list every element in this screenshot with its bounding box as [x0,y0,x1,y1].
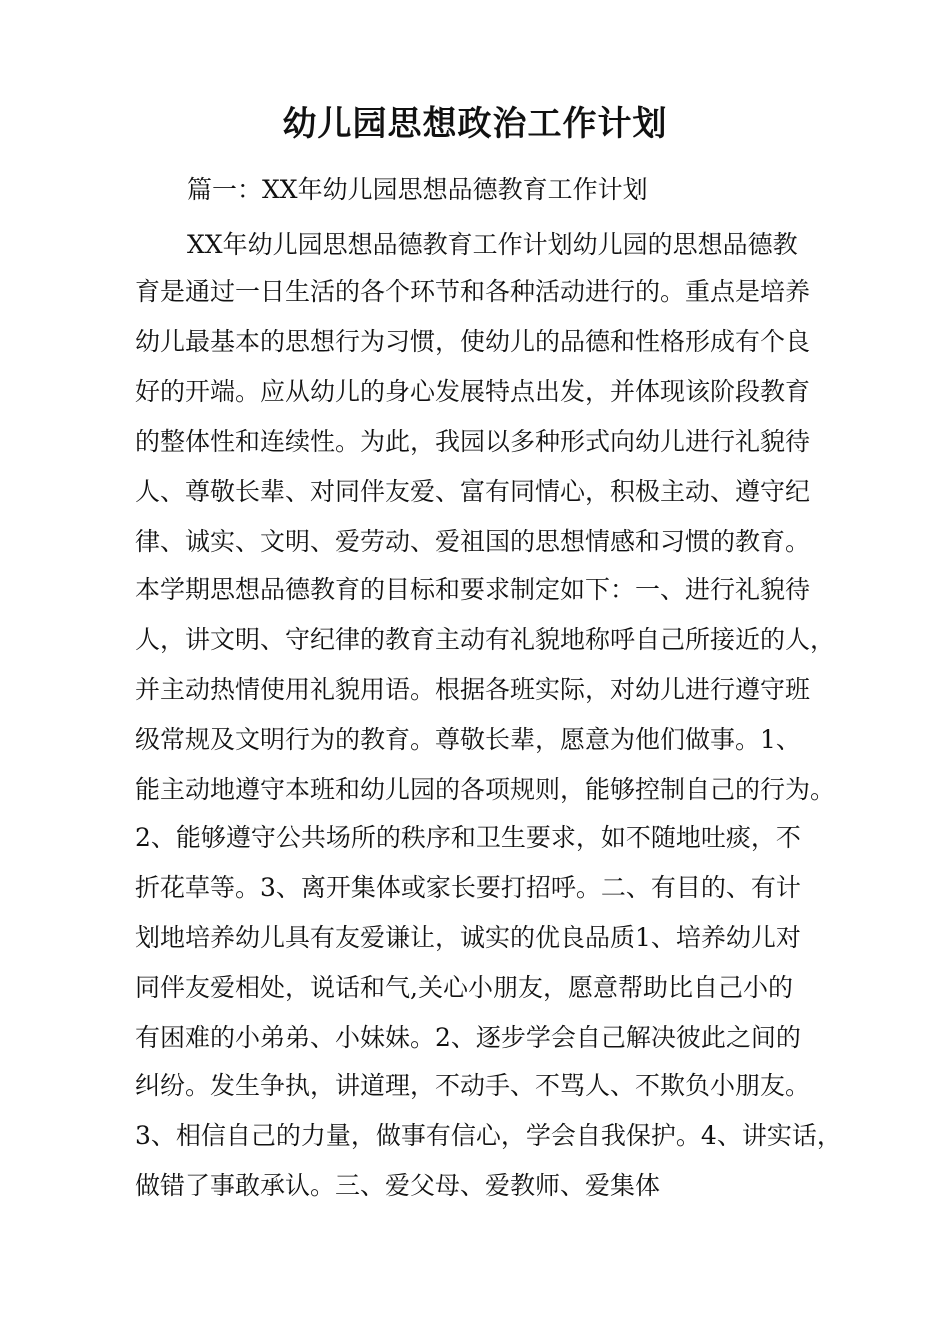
paragraph-line: 本学期思想品德教育的目标和要求制定如下：一、进行礼貌待 [135,575,811,604]
paragraph-line: 人、尊敬长辈、对同伴友爱、富有同情心，积极主动、遵守纪 [135,477,811,506]
paragraph-line: 2、能够遵守公共场所的秩序和卫生要求，如不随地吐痰，不 [135,823,801,852]
paragraph-line: 划地培养幼儿具有友爱谦让，诚实的优良品质1、培养幼儿对 [135,923,801,952]
paragraph-line: 好的开端。应从幼儿的身心发展特点出发，并体现该阶段教育 [135,377,811,406]
paragraph-line: 纠纷。发生争执，讲道理，不动手、不骂人、不欺负小朋友。 [135,1071,811,1100]
paragraph-line: 育是通过一日生活的各个环节和各种活动进行的。重点是培养 [135,277,811,306]
paragraph-line: 折花草等。3、离开集体或家长要打招呼。二、有目的、有计 [135,873,801,902]
paragraph-line: 做错了事敢承认。三、爱父母、爱教师、爱集体 [135,1171,661,1200]
paragraph-line: 能主动地遵守本班和幼儿园的各项规则，能够控制自己的行为。 [135,775,836,804]
document-title: 幼儿园思想政治工作计划 [282,104,668,144]
paragraph-line: 3、相信自己的力量，做事有信心，学会自我保护。4、讲实话， [135,1121,842,1150]
paragraph-line: 律、诚实、文明、爱劳动、爱祖国的思想情感和习惯的教育。 [135,527,811,556]
paragraph-line: 的整体性和连续性。为此，我园以多种形式向幼儿进行礼貌待 [135,427,811,456]
paragraph-line: 幼儿最基本的思想行为习惯，使幼儿的品德和性格形成有个良 [135,327,811,356]
paragraph-line: 并主动热情使用礼貌用语。根据各班实际，对幼儿进行遵守班 [135,675,811,704]
section-heading: 篇一：XX年幼儿园思想品德教育工作计划 [187,175,648,204]
paragraph-line: 有困难的小弟弟、小妹妹。2、逐步学会自己解决彼此之间的 [135,1023,801,1052]
paragraph-line: XX年幼儿园思想品德教育工作计划幼儿园的思想品德教 [187,230,798,259]
paragraph-line: 同伴友爱相处，说话和气,关心小朋友，愿意帮助比自己小的 [135,973,793,1002]
paragraph-line: 人，讲文明、守纪律的教育主动有礼貌地称呼自己所接近的人， [135,625,836,654]
paragraph-line: 级常规及文明行为的教育。尊敬长辈，愿意为他们做事。1、 [135,725,801,754]
